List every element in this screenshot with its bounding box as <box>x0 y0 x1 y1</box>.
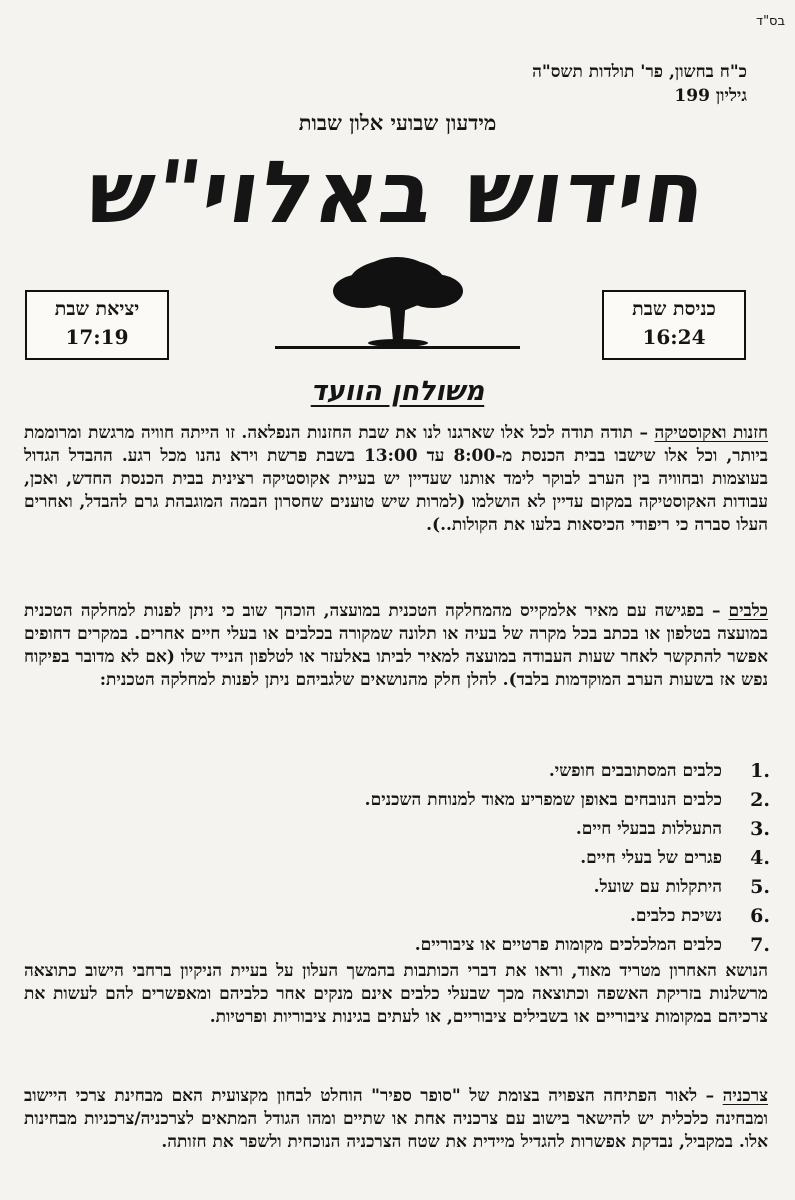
list-item-number: 7. <box>750 934 770 956</box>
shabbat-end-label: יציאת שבת <box>54 298 140 320</box>
article-grocery <box>24 1085 768 1154</box>
list-item <box>210 786 770 815</box>
date-line: כ"ח בחשון, פר' תולדות תשס"ה <box>532 62 747 82</box>
article-dogs-title: כלבים <box>728 601 768 621</box>
article-dogs <box>24 600 768 692</box>
article-dogs-body: – בפגישה עם מאיר אלמקייס מהמחלקה הטכנית במועצה, הוכהך שוב כי ניתן לפנות למחלקה הטכנית במועצה בטלפון או בכתב בכל מקרה של בעיה או תלונה שמקורה בכלבים או בעלי חיים אחרים. במקרים דחופים אפשר להתקשר לאחר שעות העבודה במועצה למאיר לביתו באלעזר או לטלפון הנייד שלו (אם לא מדובר בפיקוח נפש אז בשעות הערב המוקדמות בלבד). להלן חלק מהנושאים שלגביהם ניתן לפנות למחלקה הטכנית: <box>24 601 768 690</box>
list-item <box>210 815 770 844</box>
newsletter-title: חידוש באלוי"ש <box>81 143 714 243</box>
candle-lighting-box <box>602 290 746 360</box>
list-item <box>210 902 770 931</box>
list-item-text: פגרים של בעלי חיים. <box>580 848 722 868</box>
issue-number: גיליון 199 <box>674 86 747 106</box>
list-item-text: התעללות בבעלי חיים. <box>575 819 722 839</box>
article-cleanliness <box>24 960 768 1029</box>
list-item <box>210 757 770 786</box>
list-item-text: כלבים המלכלכים מקומות פרטיים או ציבוריים. <box>414 935 722 955</box>
list-item-number: 5. <box>750 876 770 898</box>
article-acoustics-title: חזנות ואקוסטיקה <box>654 423 768 443</box>
list-item-text: היתקלות עם שועל. <box>593 877 722 897</box>
list-item <box>210 844 770 873</box>
candle-lighting-time: 16:24 <box>642 325 706 349</box>
article-acoustics-body: – תודה תודה לכל אלו שארגנו לנו את שבת החזנות הנפלאה. זו הייתה חוויה מרגשת ומרוממת ביותר, וכל אלו שישבו בבית הכנסת מ-8:00 עד 13:00 בשבת פרשת וירא נהנו מכל רגע. ההבדל הגדול בעוצמות ובחוויה בין הערב לבוקר לימד אותנו שעדיין יש בעיית אקוסטיקה רצינית בבית הכנסת החדש, ואכן, עבודות האקוסטיקה במקום עדיין לא הושלמו (למרות שיש טוענים שחסרון הבמה המוגבהת גרם להבדל, ואחרים העלו סברה כי ריפודי הכיסאות בלעו את הקולות..). <box>24 423 769 535</box>
shabbat-end-box <box>25 290 169 360</box>
list-item-number: 3. <box>750 818 770 840</box>
list-item <box>210 873 770 902</box>
publisher-line: מידעון שבועי אלון שבות <box>298 110 497 135</box>
list-item-number: 4. <box>750 847 770 869</box>
list-item-number: 6. <box>750 905 770 927</box>
list-item-number: 2. <box>750 789 770 811</box>
bsd-mark: בס"ד <box>755 14 785 29</box>
list-item <box>210 931 770 960</box>
article-grocery-body: – לאור הפתיחה הצפויה בצומת של "סופר ספיר" הוחלט לבחון מקצועית האם מבחינת צרכי היישוב ומבחינה כלכלית יש להישאר בישוב עם צרכניה אחת או שתיים ומהו הגודל המתאים לצרכניה/צרכניות מבחינות אלו. במקביל, נבדקת אפשרות להגדיל מיידית את שטח הצרכניה הנוכחית ולשפר את חזותה. <box>24 1086 768 1152</box>
oak-tree-icon <box>275 255 520 359</box>
article-grocery-title: צרכניה <box>722 1086 768 1106</box>
dog-issues-list <box>210 757 770 960</box>
list-item-number: 1. <box>750 760 770 782</box>
article-cleanliness-body: הנושא האחרון מטריד מאוד, וראו את דברי הכותבות בהמשך העלון על בעיית הניקיון ברחבי הישוב כתוצאה מרשלנות בזריקת האשפה וכתוצאה מכך שבעלי כלבים אינם מנקים אחר כלביהם ומאפשרים להם לעשות את צרכיהם במקומות ציבוריים או בשבילים ציבוריים, או לעתים בגינות ציבוריות ופרטיות. <box>24 961 768 1027</box>
shabbat-end-time: 17:19 <box>65 325 129 349</box>
candle-lighting-label: כניסת שבת <box>632 298 716 320</box>
list-item-text: נשיכת כלבים. <box>629 906 722 926</box>
section-heading: משולחן הוועד <box>310 376 485 407</box>
article-acoustics <box>24 422 768 537</box>
list-item-text: כלבים הנובחים באופן שמפריע מאוד למנוחת השכנים. <box>364 790 722 810</box>
list-item-text: כלבים המסתובבים חופשי. <box>548 761 722 781</box>
